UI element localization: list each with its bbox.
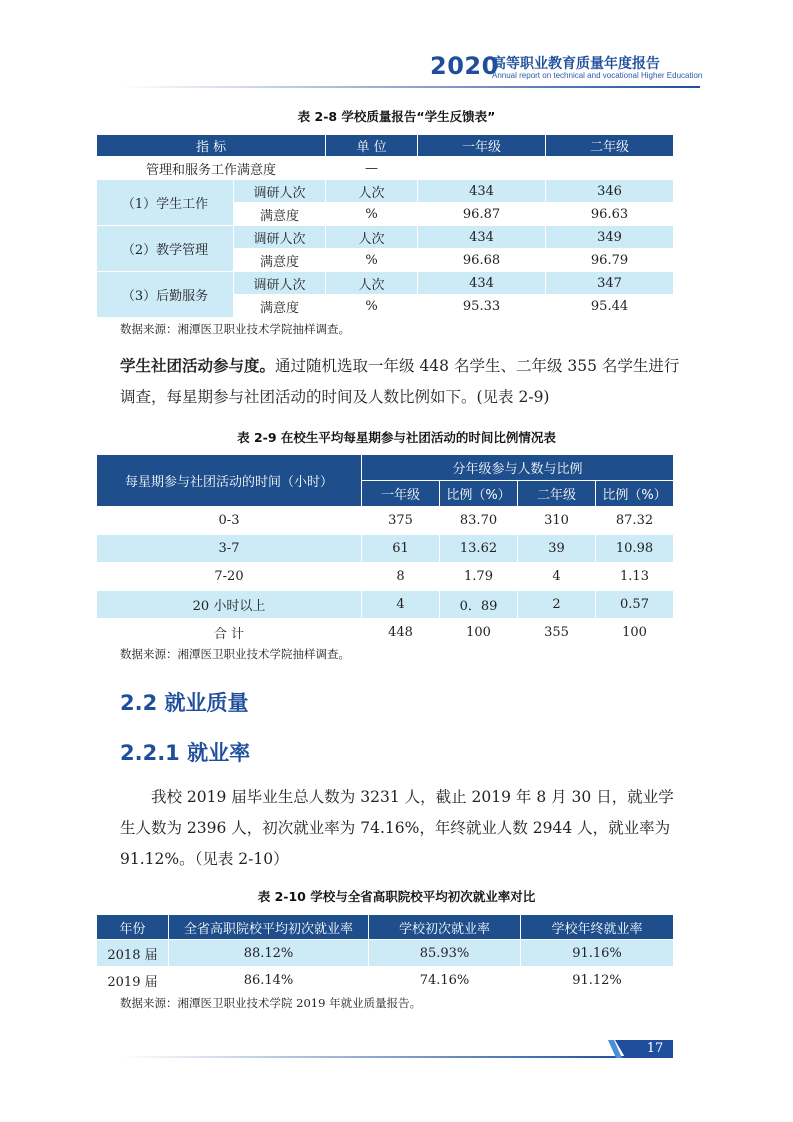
table-cell: 91.16%	[521, 940, 674, 967]
table-cell: 88.12%	[169, 940, 369, 967]
table-cell: 人次	[326, 180, 418, 203]
table-cell: 调研人次	[234, 226, 326, 249]
header-subtitle: Annual report on technical and vocational Higher Education	[492, 71, 703, 80]
table-cell: 人次	[326, 272, 418, 295]
table-cell: 74.16%	[369, 967, 521, 994]
table-cell: 满意度	[234, 295, 326, 318]
paragraph-lead: 学生社团活动参与度。	[120, 357, 276, 375]
table-cell: 2	[518, 591, 596, 619]
table-cell: 0．89	[440, 591, 518, 619]
table-cell: 434	[418, 226, 546, 249]
table-cell: 13.62	[440, 535, 518, 563]
table-cell: —	[326, 157, 418, 180]
table-cell: 39	[518, 535, 596, 563]
table-header-cell: 指 标	[97, 135, 326, 157]
table-2-10	[96, 914, 674, 994]
table-cell: 100	[440, 619, 518, 647]
table-cell: 管理和服务工作满意度	[97, 157, 326, 180]
table-cell: 20 小时以上	[97, 591, 362, 619]
header-year: 2020	[430, 52, 499, 80]
table-cell: 0.57	[596, 591, 674, 619]
paragraph-text: 通过随机选取一年级 448 名学生、二年级 355 名学生进行调查，每星期参与社团活动的时间及人数比例如下。(见表 2-9)	[120, 357, 680, 406]
table-cell: 调研人次	[234, 180, 326, 203]
table-cell: 95.44	[546, 295, 674, 318]
table-header-cell: 年份	[97, 915, 169, 940]
paragraph-club-participation	[120, 351, 680, 413]
table-cell	[546, 157, 674, 180]
table-row	[97, 226, 674, 249]
table-cell: 满意度	[234, 203, 326, 226]
table-header-cell: 比例（%）	[596, 481, 674, 507]
table-row	[97, 563, 674, 591]
table-cell: 434	[418, 272, 546, 295]
header-title: 高等职业教育质量年度报告	[492, 56, 660, 72]
table-header-cell: 每星期参与社团活动的时间（小时）	[97, 455, 362, 507]
table-cell: 合 计	[97, 619, 362, 647]
table-2-8-source: 数据来源：湘潭医卫职业技术学院抽样调查。	[120, 322, 350, 336]
table-cell: 100	[596, 619, 674, 647]
table-cell: 87.32	[596, 507, 674, 535]
table-cell	[418, 157, 546, 180]
table-group-cell: （1）学生工作	[97, 180, 234, 226]
table-cell: 4	[518, 563, 596, 591]
table-row	[97, 591, 674, 619]
table-cell: 1.13	[596, 563, 674, 591]
table-2-8-caption: 表 2-8 学校质量报告“学生反馈表”	[297, 109, 496, 124]
table-cell: 86.14%	[169, 967, 369, 994]
table-cell: 91.12%	[521, 967, 674, 994]
table-header-cell: 学校年终就业率	[521, 915, 674, 940]
table-2-8	[96, 134, 674, 318]
table-cell: %	[326, 295, 418, 318]
table-cell: 349	[546, 226, 674, 249]
table-header-cell: 单 位	[326, 135, 418, 157]
table-2-10-source: 数据来源：湘潭医卫职业技术学院 2019 年就业质量报告。	[120, 996, 422, 1010]
table-header-cell: 二年级	[546, 135, 674, 157]
table-header-cell: 一年级	[362, 481, 440, 507]
table-header-cell: 比例（%）	[440, 481, 518, 507]
table-cell: %	[326, 203, 418, 226]
table-cell: 347	[546, 272, 674, 295]
table-header-cell: 分年级参与人数与比例	[362, 455, 674, 481]
table-row	[97, 272, 674, 295]
table-row	[97, 180, 674, 203]
table-cell: 4	[362, 591, 440, 619]
table-row	[97, 967, 674, 994]
table-cell: 96.68	[418, 249, 546, 272]
table-cell: 83.70	[440, 507, 518, 535]
table-header-cell: 全省高职院校平均初次就业率	[169, 915, 369, 940]
table-cell: 2018 届	[97, 940, 169, 967]
paragraph-employment-rate: 我校 2019 届毕业生总人数为 3231 人，截止 2019 年 8 月 30 日，就业学生人数为 2396 人，初次就业率为 74.16%，年终就业人数 2944 人，就业率为 91.12%。（见表 2-10）	[120, 788, 674, 868]
table-cell: 调研人次	[234, 272, 326, 295]
table-row	[97, 535, 674, 563]
table-header-cell: 二年级	[518, 481, 596, 507]
table-cell: 95.33	[418, 295, 546, 318]
table-group-cell: （3）后勤服务	[97, 272, 234, 318]
table-cell: 2019 届	[97, 967, 169, 994]
table-row	[97, 157, 674, 180]
table-cell: 434	[418, 180, 546, 203]
table-cell: 10.98	[596, 535, 674, 563]
table-cell: 355	[518, 619, 596, 647]
table-row	[97, 507, 674, 535]
table-header-cell: 学校初次就业率	[369, 915, 521, 940]
table-cell: 8	[362, 563, 440, 591]
section-heading-2-2: 2.2 就业质量	[120, 691, 249, 715]
header-divider	[120, 86, 700, 88]
table-cell: 满意度	[234, 249, 326, 272]
report-header	[430, 52, 730, 86]
table-cell: 7-20	[97, 563, 362, 591]
table-cell: 310	[518, 507, 596, 535]
table-2-9	[96, 454, 674, 647]
table-row	[97, 619, 674, 647]
table-cell: 61	[362, 535, 440, 563]
table-cell: 96.63	[546, 203, 674, 226]
table-group-cell: （2）教学管理	[97, 226, 234, 272]
table-cell: 96.79	[546, 249, 674, 272]
page-number: 17	[646, 1041, 664, 1056]
table-cell: 1.79	[440, 563, 518, 591]
table-cell: 96.87	[418, 203, 546, 226]
table-cell: 85.93%	[369, 940, 521, 967]
table-2-9-source: 数据来源：湘潭医卫职业技术学院抽样调查。	[120, 647, 350, 661]
table-row	[97, 940, 674, 967]
table-cell: 3-7	[97, 535, 362, 563]
footer-divider	[120, 1056, 630, 1058]
table-2-9-caption: 表 2-9 在校生平均每星期参与社团活动的时间比例情况表	[237, 430, 556, 445]
table-cell: 0-3	[97, 507, 362, 535]
table-cell: 448	[362, 619, 440, 647]
table-cell: 375	[362, 507, 440, 535]
table-cell: 346	[546, 180, 674, 203]
section-heading-2-2-1: 2.2.1 就业率	[120, 741, 251, 765]
table-cell: 人次	[326, 226, 418, 249]
table-2-10-caption: 表 2-10 学校与全省高职院校平均初次就业率对比	[257, 889, 536, 904]
table-header-cell: 一年级	[418, 135, 546, 157]
table-cell: %	[326, 249, 418, 272]
